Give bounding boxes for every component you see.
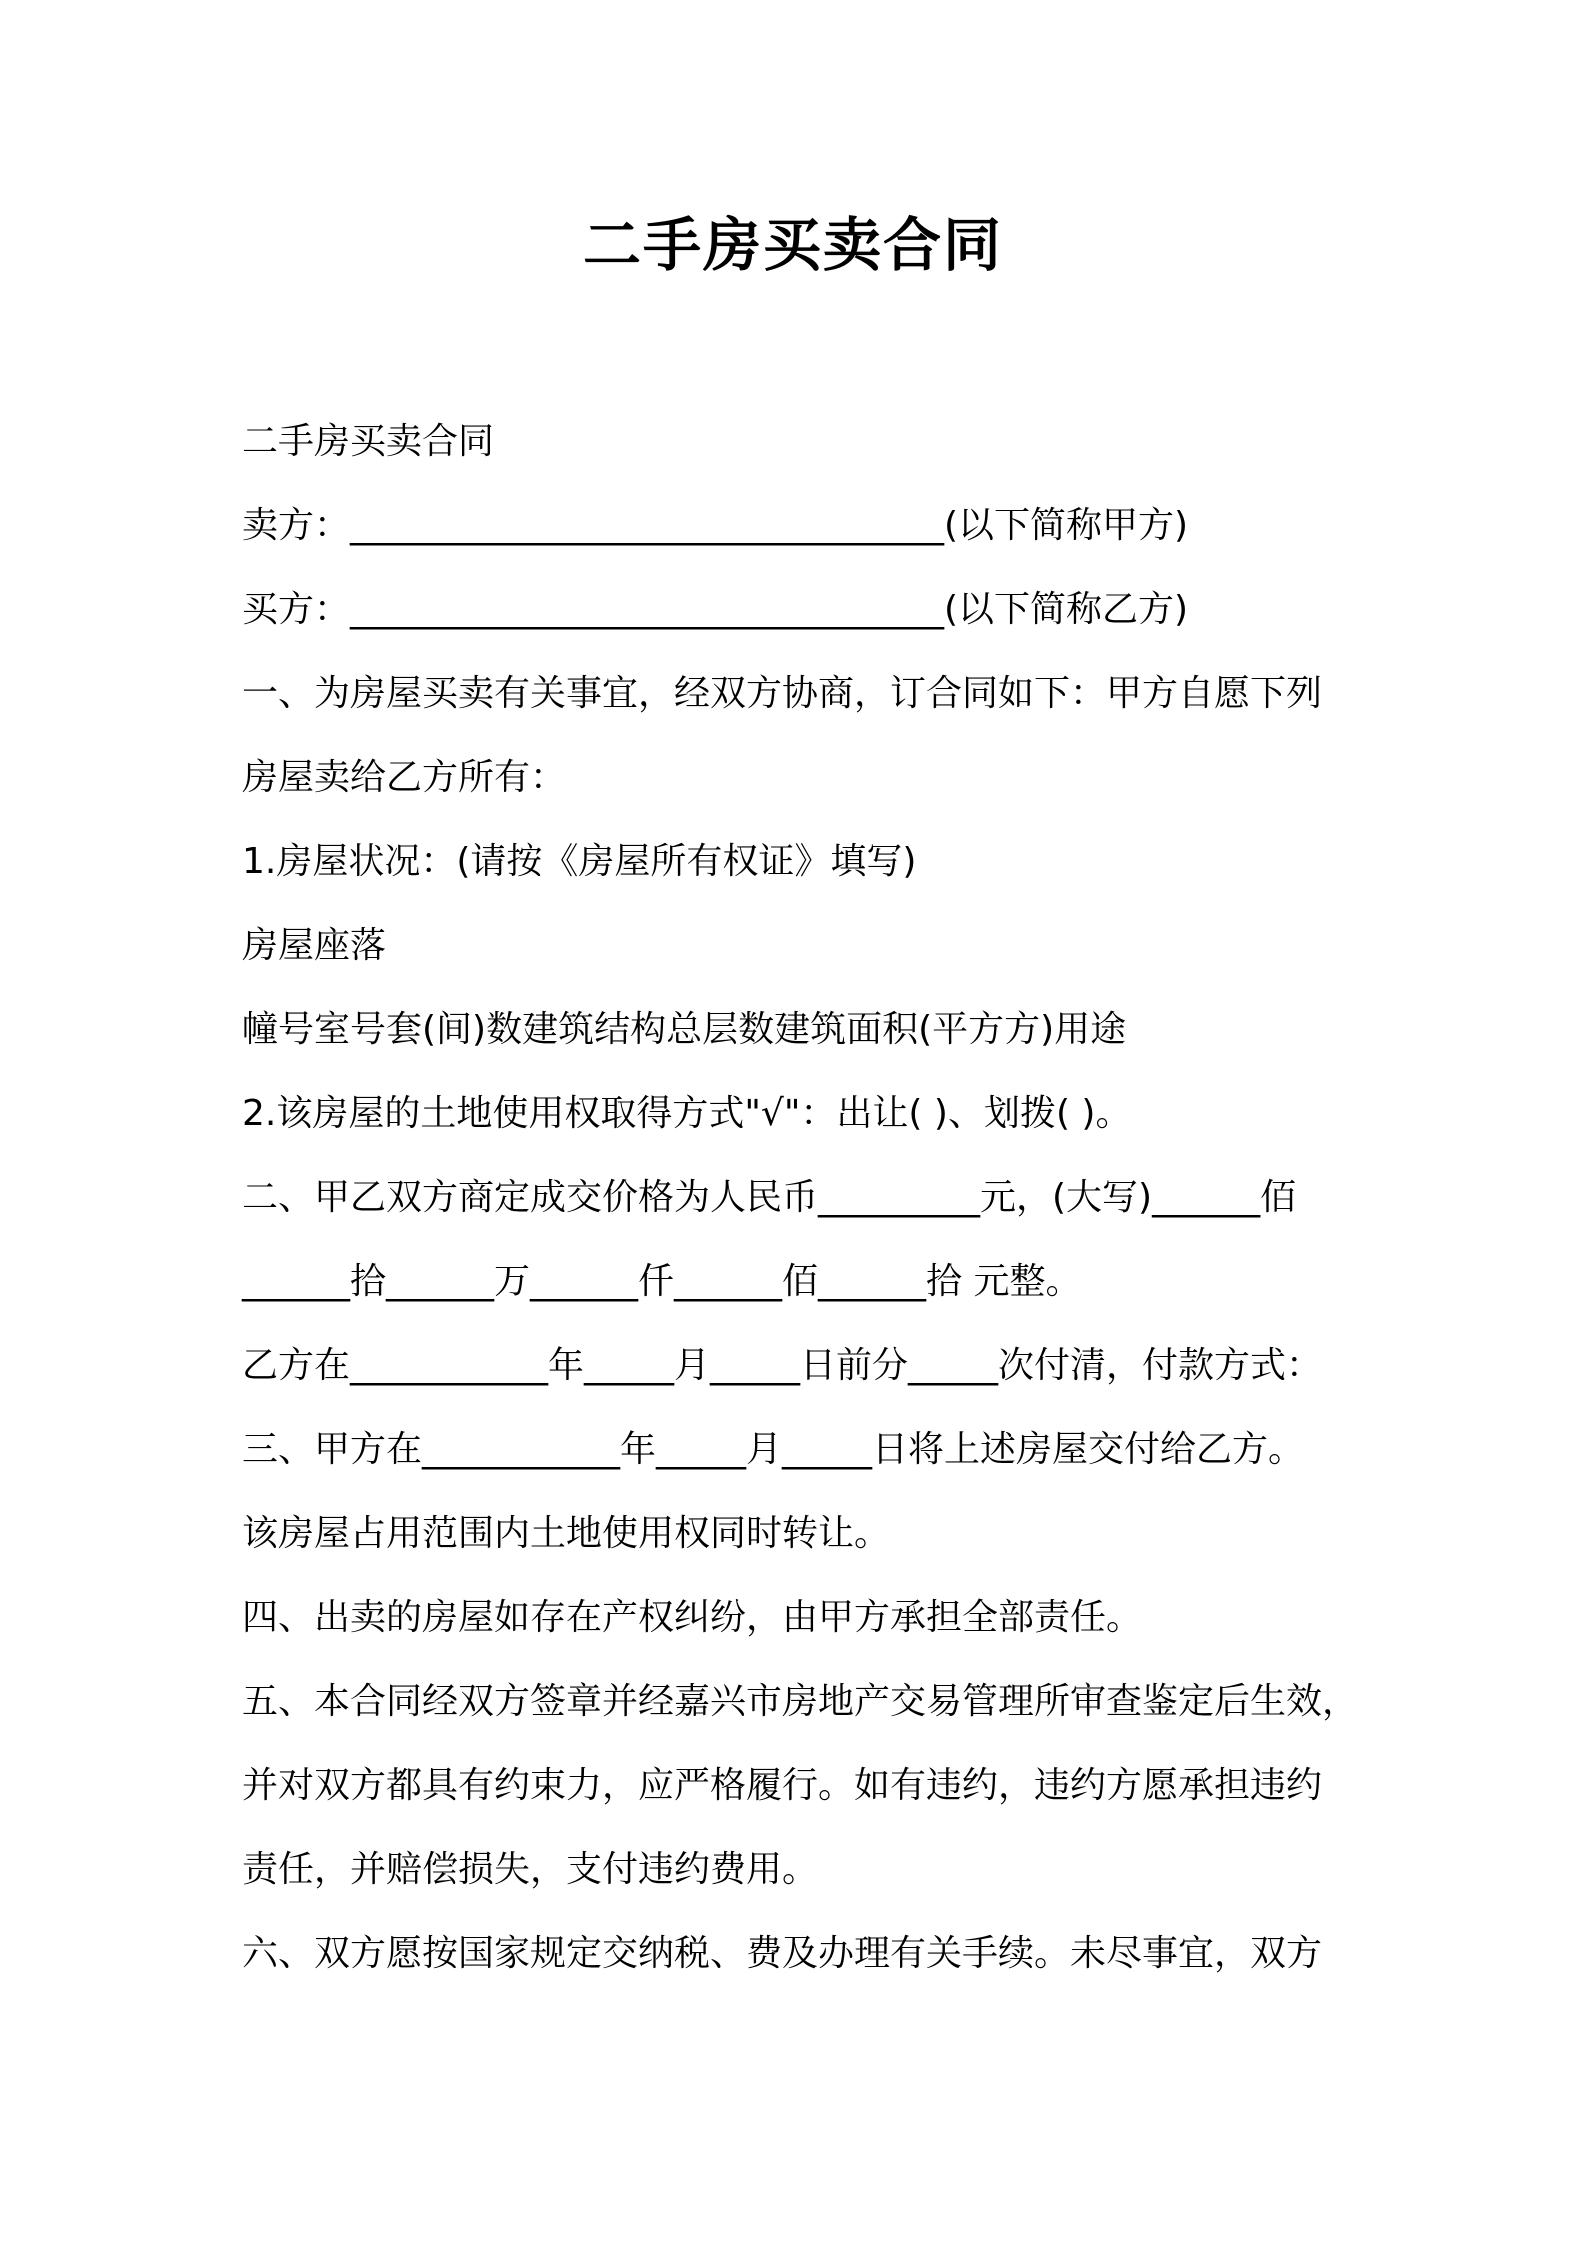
document-title: 二手房买卖合同 (582, 211, 1003, 279)
body-line-clause-3: 三、甲方在___________年_____月_____日将上述房屋交付给乙方。 (242, 1429, 1305, 1470)
body-line-clause-3-cont: 该房屋占用范围内土地使用权同时转让。 (242, 1513, 891, 1554)
body-line-payment: 乙方在___________年_____月_____日前分_____次付清，付款方式： (242, 1345, 1323, 1386)
body-line-house-fields: 幢号室号套(间)数建筑结构总层数建筑面积(平方方)用途 (242, 1009, 1127, 1050)
body-line-clause-1: 一、为房屋买卖有关事宜，经双方协商，订合同如下：甲方自愿下列 (242, 673, 1323, 714)
body-line-clause-2: 二、甲乙双方商定成交价格为人民币_________元，(大写)______佰 (242, 1177, 1297, 1218)
body-line-house-location: 房屋座落 (242, 925, 387, 966)
body-line-heading: 二手房买卖合同 (242, 421, 495, 462)
body-line-clause-5-end: 责任，并赔偿损失，支付违约费用。 (242, 1849, 819, 1890)
body-line-clause-6: 六、双方愿按国家规定交纳税、费及办理有关手续。未尽事宜，双方 (242, 1933, 1323, 1974)
body-line-clause-4: 四、出卖的房屋如存在产权纠纷，由甲方承担全部责任。 (242, 1597, 1143, 1638)
body-line-clause-1-cont: 房屋卖给乙方所有： (242, 757, 567, 798)
body-line-buyer: 买方：_________________________________(以下简称乙方) (242, 589, 1189, 630)
body-line-clause-5-cont: 并对双方都具有约束力，应严格履行。如有违约，违约方愿承担违约 (242, 1765, 1323, 1806)
document-body (242, 400, 1372, 1996)
body-line-clause-5: 五、本合同经双方签章并经嘉兴市房地产交易管理所审查鉴定后生效， (242, 1681, 1359, 1722)
body-line-house-status: 1.房屋状况：(请按《房屋所有权证》填写) (242, 841, 917, 882)
body-line-clause-2-amount: ______拾______万______仟______佰______拾 元整。 (242, 1261, 1082, 1302)
body-line-land-use: 2.该房屋的土地使用权取得方式"√"：出让( )、划拨( )。 (242, 1093, 1132, 1134)
body-line-seller: 卖方：_________________________________(以下简称甲方) (242, 505, 1189, 546)
